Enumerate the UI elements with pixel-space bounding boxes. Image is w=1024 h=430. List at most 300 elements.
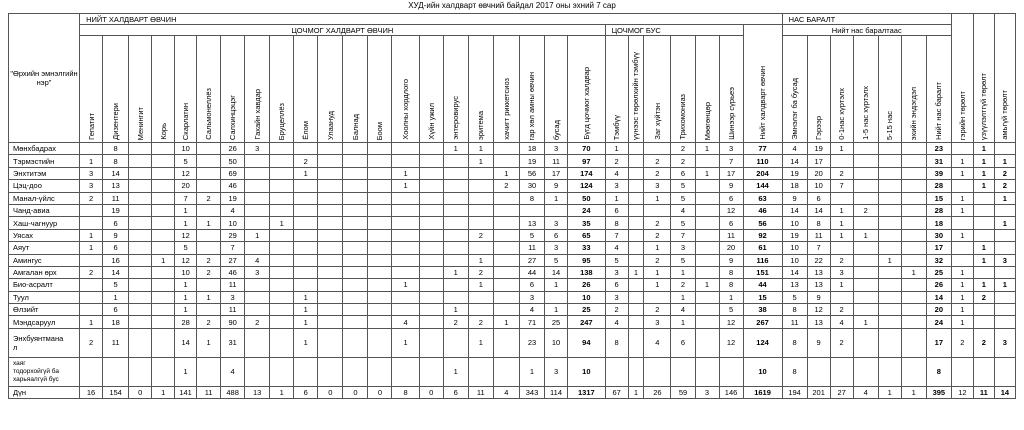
cell	[994, 204, 1015, 216]
cell: 9	[719, 180, 743, 192]
cell	[392, 229, 419, 241]
cell	[368, 254, 392, 266]
table-row	[9, 386, 1016, 398]
cell	[152, 291, 175, 303]
cell: 1	[545, 192, 568, 204]
cell: 14	[782, 204, 807, 216]
cell	[245, 279, 270, 291]
cell: 1	[392, 279, 419, 291]
cell: 5	[103, 279, 129, 291]
cell: 2	[493, 180, 519, 192]
cell	[318, 229, 343, 241]
cell: 1	[878, 254, 901, 266]
cell	[605, 357, 628, 386]
cell: 1	[994, 155, 1015, 167]
cell	[853, 217, 878, 229]
cell	[294, 204, 318, 216]
cell: 1	[175, 357, 197, 386]
cell	[853, 192, 878, 204]
cell	[294, 229, 318, 241]
cell	[853, 304, 878, 316]
col-header-13: Хоолны хордлого	[392, 36, 419, 143]
cell: 50	[568, 192, 606, 204]
cell	[270, 155, 294, 167]
cell	[468, 204, 493, 216]
cell: 12	[719, 328, 743, 357]
cell: 1	[973, 180, 994, 192]
cell: 1	[468, 328, 493, 357]
cell	[343, 357, 368, 386]
cell	[129, 217, 152, 229]
row-name: Энхтитэм	[9, 167, 80, 179]
cell	[318, 242, 343, 254]
cell	[719, 357, 743, 386]
cell	[80, 291, 103, 303]
cell	[318, 357, 343, 386]
cell	[628, 229, 644, 241]
cell: 3	[671, 242, 695, 254]
cell: 204	[743, 167, 782, 179]
cell	[628, 304, 644, 316]
cell	[419, 180, 443, 192]
cell	[419, 357, 443, 386]
cell: 2	[830, 167, 853, 179]
cell	[368, 204, 392, 216]
cell	[468, 180, 493, 192]
cell	[80, 204, 103, 216]
col-header-1: Дизентери	[103, 36, 129, 143]
cell: 8	[605, 217, 628, 229]
cell: 5	[175, 242, 197, 254]
cell	[901, 143, 926, 155]
cell	[368, 316, 392, 328]
cell: 6	[103, 242, 129, 254]
cell: 9	[545, 180, 568, 192]
cell	[270, 242, 294, 254]
cell: 2	[605, 304, 628, 316]
cell: 8	[719, 266, 743, 278]
cell	[443, 167, 468, 179]
cell	[152, 167, 175, 179]
cell: 1	[152, 386, 175, 398]
cell: 24	[926, 316, 951, 328]
cell: 2	[644, 254, 671, 266]
cell	[468, 357, 493, 386]
row-name: Цэц-доо	[9, 180, 80, 192]
cell: 17	[545, 167, 568, 179]
cell: 3	[994, 328, 1015, 357]
cell: 10	[545, 328, 568, 357]
cell: 1	[878, 386, 901, 398]
cell: 8	[519, 192, 544, 204]
cell: 2	[468, 229, 493, 241]
cell	[152, 204, 175, 216]
cell	[152, 155, 175, 167]
cell	[671, 357, 695, 386]
cell: 38	[743, 304, 782, 316]
cell	[318, 254, 343, 266]
cell	[419, 279, 443, 291]
cell	[392, 155, 419, 167]
cell	[994, 143, 1015, 155]
cell	[695, 291, 719, 303]
cell	[270, 167, 294, 179]
cell	[343, 266, 368, 278]
cell	[878, 180, 901, 192]
cell	[493, 192, 519, 204]
cell: 20	[926, 304, 951, 316]
cell	[901, 279, 926, 291]
cell	[318, 155, 343, 167]
cell	[493, 254, 519, 266]
cell	[368, 266, 392, 278]
cell: 3	[695, 386, 719, 398]
cell	[368, 304, 392, 316]
cell: 1	[695, 143, 719, 155]
cell: 3	[245, 266, 270, 278]
table-row	[9, 266, 1016, 278]
cell	[695, 229, 719, 241]
cell	[152, 328, 175, 357]
cell: 1	[175, 291, 197, 303]
cell	[318, 180, 343, 192]
row-name: Хаш-чагнуур	[9, 217, 80, 229]
cell	[644, 204, 671, 216]
cell	[80, 304, 103, 316]
cell: 1	[175, 279, 197, 291]
cell	[343, 204, 368, 216]
cell: 11	[807, 229, 830, 241]
cell: 18	[519, 143, 544, 155]
cell	[343, 279, 368, 291]
cell: 19	[519, 155, 544, 167]
cell: 39	[926, 167, 951, 179]
cell	[973, 304, 994, 316]
cell	[973, 192, 994, 204]
cell: 201	[807, 386, 830, 398]
col-header-0: Гепатит	[80, 36, 103, 143]
cell	[695, 204, 719, 216]
cell: 90	[221, 316, 245, 328]
cell	[443, 254, 468, 266]
cell	[129, 357, 152, 386]
cell	[468, 217, 493, 229]
cell: 26	[644, 386, 671, 398]
cell: 1619	[743, 386, 782, 398]
table-row	[9, 217, 1016, 229]
cell	[152, 316, 175, 328]
cell	[294, 217, 318, 229]
cell: 19	[103, 204, 129, 216]
cell	[343, 167, 368, 179]
cell: 124	[743, 328, 782, 357]
cell: 1	[973, 143, 994, 155]
cell	[343, 180, 368, 192]
cell	[245, 357, 270, 386]
cell	[129, 279, 152, 291]
cell	[901, 316, 926, 328]
cell	[368, 357, 392, 386]
cell	[628, 155, 644, 167]
cell: 4	[221, 357, 245, 386]
cell	[830, 357, 853, 386]
cell: 1	[951, 304, 973, 316]
cell	[695, 254, 719, 266]
cell: 2	[830, 304, 853, 316]
cell	[368, 143, 392, 155]
cell: 19	[782, 229, 807, 241]
cell	[493, 279, 519, 291]
table-row	[9, 254, 1016, 266]
col-header-27: Нийт халдварт өвчин	[743, 25, 782, 143]
cell	[80, 217, 103, 229]
cell: 19	[782, 167, 807, 179]
cell: 11	[782, 316, 807, 328]
cell	[951, 143, 973, 155]
cell	[830, 242, 853, 254]
cell: 8	[807, 217, 830, 229]
cell	[129, 167, 152, 179]
cell: 4	[392, 316, 419, 328]
cell: 27	[221, 254, 245, 266]
cell	[129, 155, 152, 167]
cell	[343, 192, 368, 204]
cell	[318, 167, 343, 179]
cell: 11	[545, 155, 568, 167]
cell	[628, 217, 644, 229]
row-name: Амингус	[9, 254, 80, 266]
cell	[129, 254, 152, 266]
cell: 1	[545, 304, 568, 316]
mortality-header: НАС БАРАЛТ	[782, 14, 951, 25]
cell: 20	[175, 180, 197, 192]
cell	[443, 279, 468, 291]
cell	[994, 242, 1015, 254]
cell: 3	[519, 291, 544, 303]
cell: 16	[80, 386, 103, 398]
cell	[901, 217, 926, 229]
table-row	[9, 304, 1016, 316]
cell: 3	[605, 180, 628, 192]
cell: 30	[926, 229, 951, 241]
cell: 15	[743, 291, 782, 303]
cell	[951, 242, 973, 254]
cell	[878, 143, 901, 155]
cell: 31	[221, 328, 245, 357]
cell	[628, 254, 644, 266]
cell	[343, 155, 368, 167]
cell: 10	[221, 217, 245, 229]
cell: 2	[671, 279, 695, 291]
cell: 1	[951, 192, 973, 204]
cell	[392, 242, 419, 254]
cell: 343	[519, 386, 544, 398]
cell	[368, 180, 392, 192]
cell: 1	[994, 192, 1015, 204]
cell: 1317	[568, 386, 606, 398]
cell: 15	[926, 192, 951, 204]
cell: 1	[294, 291, 318, 303]
cell: 1	[80, 229, 103, 241]
col-header-33: эхийн эндэгдэл	[901, 36, 926, 143]
cell	[270, 279, 294, 291]
cell: 10	[782, 217, 807, 229]
cell: 2	[644, 304, 671, 316]
cell: 1	[605, 143, 628, 155]
cell	[468, 242, 493, 254]
col-header-35: гэрийн төрөлт	[951, 14, 973, 143]
row-name: Энхбуянтмана л	[9, 328, 80, 357]
cell: 1	[951, 291, 973, 303]
cell	[901, 167, 926, 179]
cell	[973, 217, 994, 229]
cell	[392, 192, 419, 204]
cell: 1	[671, 291, 695, 303]
cell	[853, 279, 878, 291]
cell	[878, 304, 901, 316]
cell	[807, 357, 830, 386]
cell: 23	[519, 328, 544, 357]
cell: 267	[743, 316, 782, 328]
cell	[152, 279, 175, 291]
cell: 3	[545, 242, 568, 254]
cell	[368, 279, 392, 291]
cell: 95	[568, 254, 606, 266]
cell: 1	[392, 180, 419, 192]
cell	[994, 229, 1015, 241]
cell	[830, 192, 853, 204]
cell: 1	[951, 167, 973, 179]
cell	[695, 192, 719, 204]
row-name: Чанд-авиа	[9, 204, 80, 216]
cell	[318, 143, 343, 155]
cell: 2	[671, 155, 695, 167]
cell: 138	[568, 266, 606, 278]
cell	[901, 304, 926, 316]
cell: 13	[245, 386, 270, 398]
cell	[419, 167, 443, 179]
cell: 59	[671, 386, 695, 398]
cell: 14	[807, 204, 830, 216]
cell	[419, 143, 443, 155]
cell: 1	[294, 328, 318, 357]
cell: 20	[807, 167, 830, 179]
cell	[443, 204, 468, 216]
cell: 8	[103, 155, 129, 167]
cell	[878, 357, 901, 386]
cell: 116	[743, 254, 782, 266]
cell: 13	[103, 180, 129, 192]
cell	[628, 204, 644, 216]
cell	[368, 291, 392, 303]
cell	[443, 328, 468, 357]
cell: 2	[973, 328, 994, 357]
table-row	[9, 204, 1016, 216]
cell: 1	[973, 155, 994, 167]
cell: 2	[468, 266, 493, 278]
row-name: Амгалан өрх	[9, 266, 80, 278]
cell: 5	[671, 180, 695, 192]
cell: 4	[830, 316, 853, 328]
cell	[343, 328, 368, 357]
col-header-18: гар хөл амны өвчин	[519, 36, 544, 143]
cell	[628, 291, 644, 303]
cell	[343, 254, 368, 266]
cell: 71	[519, 316, 544, 328]
cell: 1	[294, 304, 318, 316]
cell: 247	[568, 316, 606, 328]
cell	[443, 229, 468, 241]
cell	[197, 357, 221, 386]
cell	[392, 291, 419, 303]
cell: 11	[221, 279, 245, 291]
cell: 11	[197, 386, 221, 398]
cell: 18	[103, 316, 129, 328]
cell: 9	[807, 291, 830, 303]
cell: 26	[926, 279, 951, 291]
mortality-sub-header: Нийт нас баралтаас	[782, 25, 951, 36]
col-header-20: Бүгд цочмог халдвар	[568, 36, 606, 143]
cell	[994, 304, 1015, 316]
cell	[878, 291, 901, 303]
cell: 3	[605, 291, 628, 303]
cell	[901, 155, 926, 167]
cell: 50	[221, 155, 245, 167]
cell	[245, 291, 270, 303]
cell: 2	[644, 155, 671, 167]
cell: 2	[605, 155, 628, 167]
cell: 1	[973, 242, 994, 254]
cell	[468, 167, 493, 179]
cell	[152, 229, 175, 241]
district-header: "Өрхийн эмнэлгийн нэр"	[9, 14, 80, 143]
cell	[695, 357, 719, 386]
cell: 14	[782, 155, 807, 167]
cell: 10	[782, 242, 807, 254]
row-name: Мэндсаруул	[9, 316, 80, 328]
cell	[343, 304, 368, 316]
cell: 3	[644, 180, 671, 192]
cell: 10	[175, 266, 197, 278]
cell: 1	[644, 242, 671, 254]
cell: 18	[782, 180, 807, 192]
cell	[545, 291, 568, 303]
cell: 7	[605, 229, 628, 241]
all-infectious-header: НИЙТ ХАЛДВАРТ ӨВЧИН	[80, 14, 783, 25]
cell: 92	[743, 229, 782, 241]
cell: 8	[782, 304, 807, 316]
cell: 44	[743, 279, 782, 291]
cell: 3	[80, 167, 103, 179]
cell	[294, 143, 318, 155]
row-name: Био-асралт	[9, 279, 80, 291]
cell: 114	[545, 386, 568, 398]
cell: 5	[605, 254, 628, 266]
col-header-5: Сальмонеллёз	[197, 36, 221, 143]
cell: 110	[743, 155, 782, 167]
cell	[878, 155, 901, 167]
cell: 14	[175, 328, 197, 357]
cell: 6	[719, 217, 743, 229]
cell: 77	[743, 143, 782, 155]
cell: 1	[853, 316, 878, 328]
cell	[343, 291, 368, 303]
cell	[695, 304, 719, 316]
cell: 12	[951, 386, 973, 398]
cell: 4	[605, 167, 628, 179]
cell	[695, 217, 719, 229]
cell: 8	[605, 328, 628, 357]
